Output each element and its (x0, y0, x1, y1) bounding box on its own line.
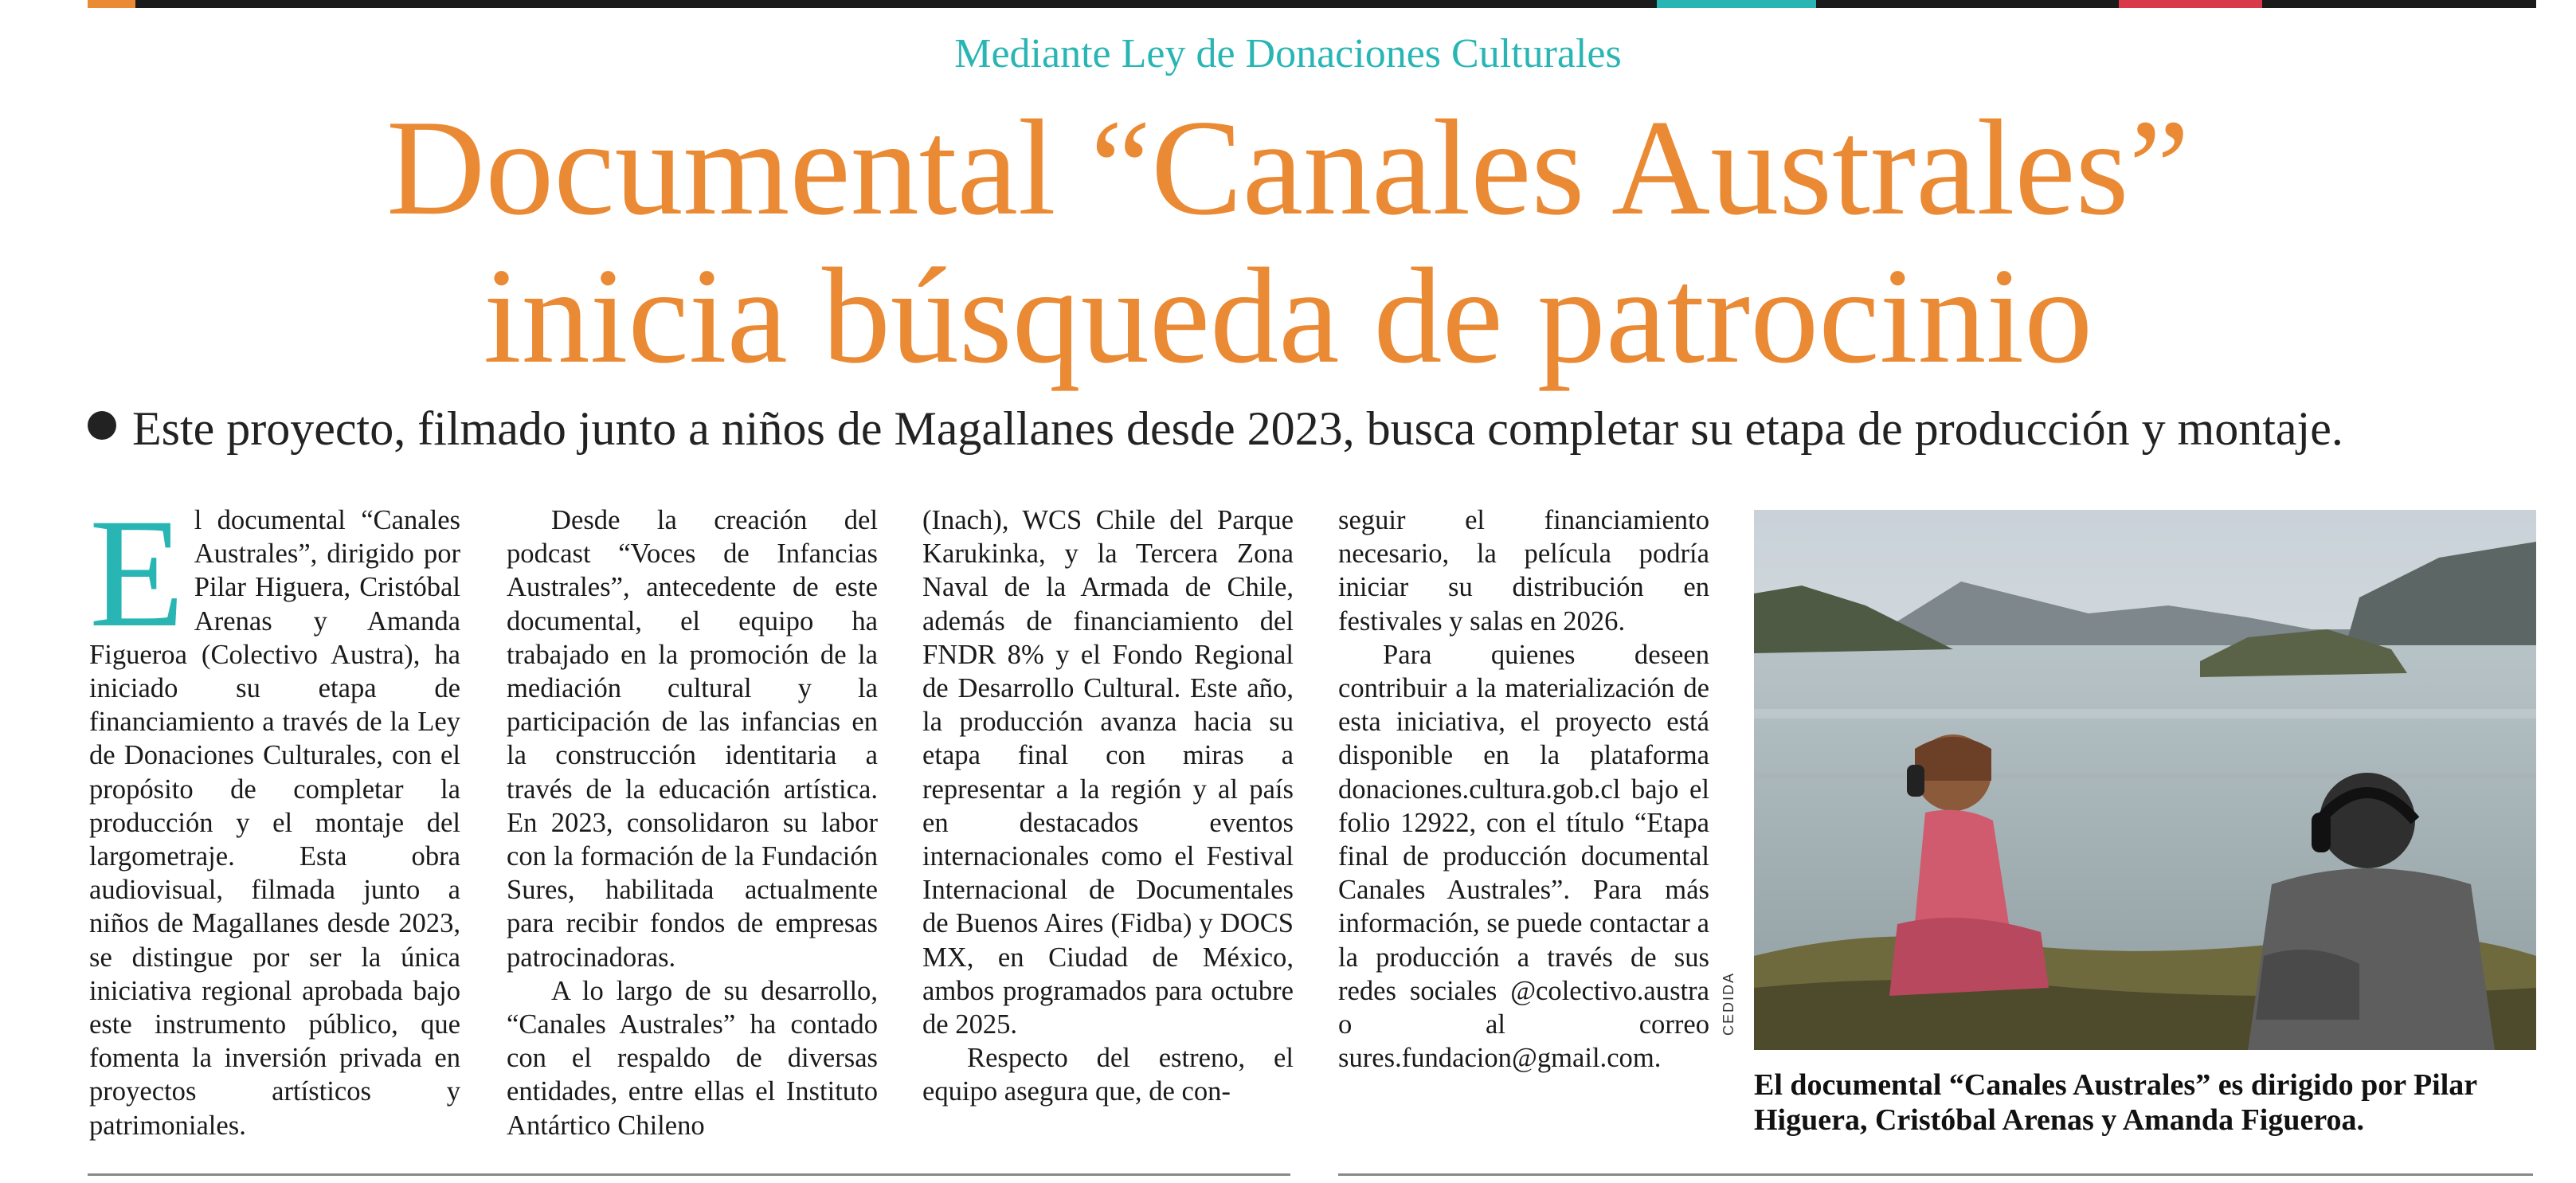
paragraph: Desde la creación del podcast “Voces de Infancias Australes”, antecedente de este documental, el equipo ha trabajado en la promoción de la mediación cultural y la participación de las infancias en la construcción identitaria a través de la educación artística. En 2023, consolidaron su labor con la formación de la Fundación Sures, habilitada actualmente para recibir fondos de empresas patrocinadoras. (507, 505, 878, 973)
bottom-rule-right (1338, 1173, 2533, 1176)
headline-line-2: inicia búsqueda de patrocinio (483, 241, 2093, 392)
top-deco-teal (1657, 0, 1816, 8)
drop-cap: E (89, 487, 185, 660)
subheadline-text: Este proyecto, filmado junto a niños de Magallanes desde 2023, busca completar su etapa de producción y montaje. (132, 402, 2343, 455)
article-photo (1754, 510, 2536, 1050)
paragraph: Respecto del estreno, el equipo asegura que, de con- (922, 1043, 1294, 1107)
article-column-1 (89, 487, 460, 1142)
headline-line-1: Documental “Canales Australes” (386, 92, 2190, 244)
photo-caption: El documental “Canales Australes” es dirigido por Pilar Higuera, Cristóbal Arenas y Amanda Figueroa. (1754, 1068, 2477, 1137)
article-headline (0, 94, 2576, 390)
article-column-3 (922, 503, 1294, 1109)
photo-illustration (1754, 510, 2536, 1050)
photo-credit: CEDIDA (1721, 971, 1736, 1036)
article-subheadline (88, 402, 2541, 456)
top-deco-orange (88, 0, 135, 8)
paragraph: seguir el financiamiento necesario, la película podría iniciar su distribución en festivales y salas en 2026. (1338, 505, 1709, 637)
paragraph-text: l documental “Canales Australes”, dirigido por Pilar Higuera, Cristóbal Arenas y Amanda Figueroa (Colectivo Austra), ha iniciado su etapa de financiamiento a través de la Ley de Donaciones Culturales, con el propósito de completar la producción y el montaje del largometraje. Esta obra audiovisual, filmada junto a niños de Magallanes desde 2023, se distingue por ser la única iniciativa regional aprobada bajo este instrumento público, que fomenta la inversión privada en proyectos artísticos y patrimoniales. (89, 505, 460, 1141)
article-column-2 (507, 503, 878, 1142)
article-kicker: Mediante Ley de Donaciones Culturales (954, 31, 1622, 76)
bottom-rule-left (88, 1173, 1290, 1176)
paragraph: (Inach), WCS Chile del Parque Karukinka, y la Tercera Zona Naval de la Armada de Chile, además de financiamiento del FNDR 8% y el Fondo Regional de Desarrollo Cultural. Este año, la producción avanza hacia su etapa final con miras a representar a la región y al país en destacados eventos internacionales como el Festival Internacional de Documentales de Buenos Aires (Fidba) y DOCS MX, en Ciudad de México, ambos programados para octubre de 2025. (922, 505, 1294, 1040)
paragraph: Para quienes deseen contribuir a la materialización de esta iniciativa, el proyecto está disponible en la plataforma donaciones.cultura.gob.cl bajo el folio 12922, con el título “Etapa final de producción documental Canales Australes”. Para más información, se puede contactar a la producción a través de sus redes sociales @colectivo.austra o al correo sures.fundacion@gmail.com. (1338, 639, 1709, 1074)
bullet-icon (88, 411, 116, 440)
paragraph: A lo largo de su desarrollo, “Canales Australes” ha contado con el respaldo de diversas entidades, entre ellas el Instituto Antártico Chileno (507, 975, 878, 1141)
paragraph (89, 487, 460, 1142)
top-deco-red (2119, 0, 2262, 8)
article-column-4 (1338, 503, 1709, 1075)
